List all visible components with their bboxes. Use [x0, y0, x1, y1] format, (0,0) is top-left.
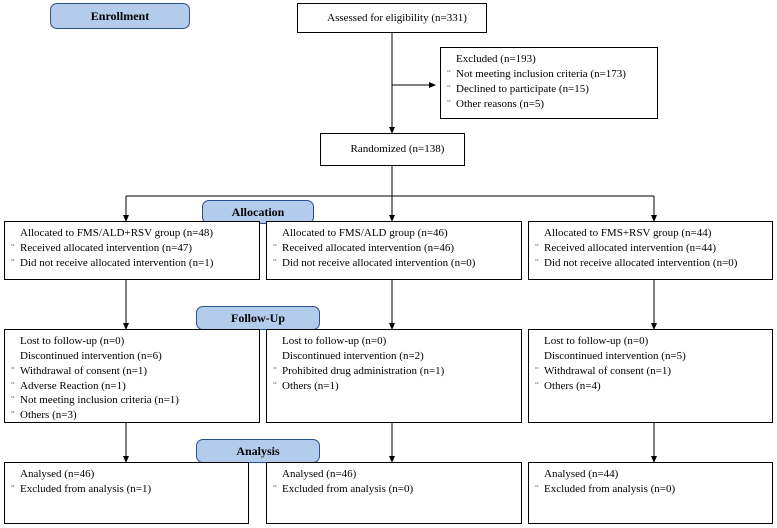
flow-text: Others (n=1) [282, 379, 339, 392]
followup-box-fms-rsv [528, 329, 773, 423]
flow-text-line [318, 11, 467, 26]
flow-text-line [535, 256, 767, 271]
flow-text: Did not receive allocated intervention (n=1) [20, 256, 214, 269]
flow-text: Received allocated intervention (n=47) [20, 241, 193, 254]
assessed-lines [318, 11, 467, 26]
flow-text: Discontinued intervention (n=6) [20, 349, 162, 362]
flow-text: Discontinued intervention (n=2) [282, 349, 424, 362]
bullet-marker: ¨ [11, 394, 15, 407]
flow-text-line [11, 408, 254, 423]
flow-text-line [11, 379, 254, 394]
allocation-box-fms-ald [266, 221, 522, 280]
bullet-marker: ¨ [273, 256, 277, 269]
flow-text-line [273, 467, 516, 482]
bullet-marker: ¨ [273, 379, 277, 392]
flow-text: Allocated to FMS/ALD+RSV group (n=48) [20, 227, 214, 239]
followup-left-lines [11, 334, 254, 423]
bullet-marker: ¨ [535, 379, 539, 392]
flow-text: Received allocated intervention (n=44) [544, 241, 717, 254]
flow-text: Not meeting inclusion criteria (n=173) [456, 67, 626, 80]
flow-text: Excluded from analysis (n=0) [544, 482, 676, 495]
flow-text: Assessed for eligibility (n=331) [327, 11, 467, 24]
flow-text: Excluded from analysis (n=1) [20, 482, 152, 495]
flow-text-line [342, 142, 445, 157]
flow-text-line [535, 467, 767, 482]
bullet-marker: ¨ [447, 97, 451, 110]
flow-text-line [11, 393, 254, 408]
flow-text-line [273, 364, 516, 379]
flow-text: Analysed (n=46) [282, 468, 357, 480]
flow-text: Allocated to FMS+RSV group (n=44) [544, 227, 712, 239]
bullet-marker: ¨ [11, 241, 15, 254]
allocation-left-lines [11, 226, 254, 271]
bullet-marker: ¨ [11, 256, 15, 269]
excluded-box [440, 47, 658, 119]
flow-text: Lost to follow-up (n=0) [282, 335, 387, 347]
flow-text: Excluded (n=193) [456, 53, 536, 65]
bullet-marker: ¨ [11, 364, 15, 377]
flow-text: Analysed (n=44) [544, 468, 619, 480]
followup-box-fms-ald-rsv [4, 329, 260, 423]
bullet-marker: ¨ [535, 364, 539, 377]
allocation-mid-lines [273, 226, 516, 271]
stage-label-allocation: Allocation [202, 200, 314, 224]
flow-text-line [447, 82, 652, 97]
assessed-for-eligibility-box [297, 3, 487, 33]
flow-text-line [535, 241, 767, 256]
followup-box-fms-ald [266, 329, 522, 423]
analysis-left-lines [11, 467, 243, 497]
analysis-box-fms-ald-rsv [4, 462, 249, 524]
allocation-right-lines [535, 226, 767, 271]
flow-text-line [11, 256, 254, 271]
analysis-mid-lines [273, 467, 516, 497]
flow-text-line [11, 482, 243, 497]
excluded-lines [447, 52, 652, 111]
flow-text: Did not receive allocated intervention (n=0) [282, 256, 476, 269]
flow-text: Others (n=3) [20, 409, 77, 422]
flow-text: Lost to follow-up (n=0) [20, 335, 125, 347]
flow-text-line [273, 482, 516, 497]
bullet-marker: ¨ [447, 67, 451, 80]
flow-text-line [11, 226, 254, 241]
flow-text-line [273, 349, 516, 364]
flow-text: Others (n=4) [544, 379, 601, 392]
flow-text-line [11, 334, 254, 349]
analysis-box-fms-ald [266, 462, 522, 524]
bullet-marker: ¨ [11, 482, 15, 495]
flow-text-line [447, 67, 652, 82]
bullet-marker: ¨ [535, 482, 539, 495]
flow-text-line [273, 379, 516, 394]
flow-text: Analysed (n=46) [20, 468, 95, 480]
flow-text: Prohibited drug administration (n=1) [282, 364, 445, 377]
bullet-marker: ¨ [535, 241, 539, 254]
flow-text-line [535, 226, 767, 241]
flow-text: Withdrawal of consent (n=1) [544, 364, 672, 377]
flow-text-line [273, 226, 516, 241]
flow-text-line [273, 334, 516, 349]
bullet-marker: ¨ [273, 241, 277, 254]
flow-text: Other reasons (n=5) [456, 97, 545, 110]
flow-text-line [535, 349, 767, 364]
flow-text: Declined to participate (n=15) [456, 82, 589, 95]
flow-text-line [273, 241, 516, 256]
randomized-box [320, 133, 465, 166]
randomized-lines [342, 142, 445, 157]
allocation-box-fms-ald-rsv [4, 221, 260, 280]
stage-label-analysis: Analysis [196, 439, 320, 463]
flow-text: Withdrawal of consent (n=1) [20, 364, 148, 377]
flow-text-line [535, 379, 767, 394]
flow-text-line [11, 467, 243, 482]
analysis-right-lines [535, 467, 767, 497]
flow-text: Not meeting inclusion criteria (n=1) [20, 394, 179, 407]
flow-text-line [535, 482, 767, 497]
flow-text: Discontinued intervention (n=5) [544, 349, 686, 362]
flow-text-line [11, 349, 254, 364]
bullet-marker: ¨ [535, 256, 539, 269]
analysis-box-fms-rsv [528, 462, 773, 524]
stage-label-enrollment: Enrollment [50, 3, 190, 29]
flow-text-line [535, 364, 767, 379]
followup-right-lines [535, 334, 767, 393]
flow-text-line [447, 52, 652, 67]
bullet-marker: ¨ [447, 82, 451, 95]
followup-mid-lines [273, 334, 516, 393]
flow-text: Adverse Reaction (n=1) [20, 379, 126, 392]
allocation-box-fms-rsv [528, 221, 773, 280]
stage-label-followup: Follow-Up [196, 306, 320, 330]
flow-text-line [535, 334, 767, 349]
flow-text-line [447, 97, 652, 112]
bullet-marker: ¨ [11, 379, 15, 392]
flow-text: Received allocated intervention (n=46) [282, 241, 455, 254]
flow-text-line [273, 256, 516, 271]
flow-text-line [11, 364, 254, 379]
flow-text: Randomized (n=138) [350, 143, 445, 156]
flow-text: Did not receive allocated intervention (n=0) [544, 256, 738, 269]
flow-text: Lost to follow-up (n=0) [544, 335, 649, 347]
bullet-marker: ¨ [273, 364, 277, 377]
flow-text-line [11, 241, 254, 256]
flow-text: Allocated to FMS/ALD group (n=46) [282, 227, 448, 239]
flow-text: Excluded from analysis (n=0) [282, 482, 414, 495]
bullet-marker: ¨ [273, 482, 277, 495]
bullet-marker: ¨ [11, 409, 15, 422]
